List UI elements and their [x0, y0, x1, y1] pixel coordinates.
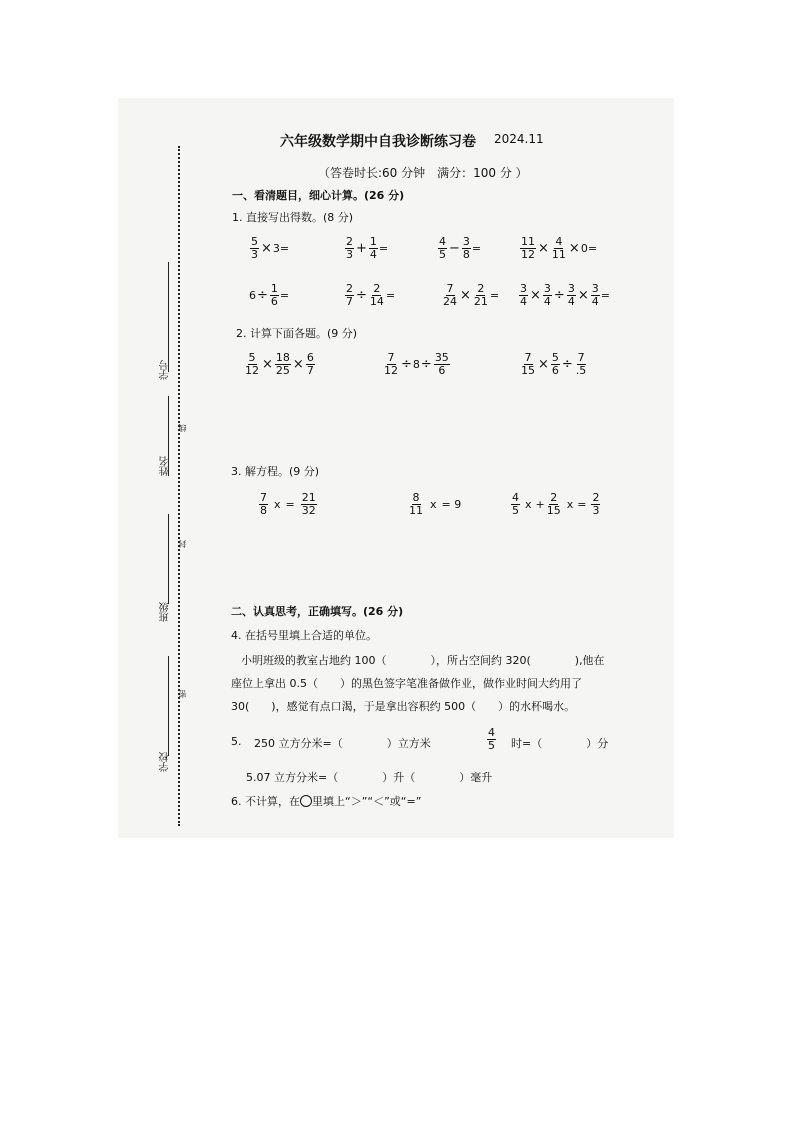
q4-line-1: 小明班级的教室占地约 100（ ），所占空间约 320( ),他在 [241, 654, 605, 667]
fraction: $\frac{7}{15}$ [521, 351, 535, 377]
q6-line: 6. 不计算，在 里填上“＞”“＜”或“=” [231, 795, 422, 808]
q2-expression: $\frac{7}{12}$ ÷ 8 ÷ $\frac{35}{6}$ [384, 351, 449, 377]
class-label: 班级 [160, 602, 171, 622]
q1-expression: $\frac{2}{3}$ + $\frac{1}{4}$ = [346, 235, 389, 261]
q5-fraction [486, 727, 497, 752]
section1-heading: 一、看清题目，细心计算。(26 分) [232, 189, 405, 202]
fraction: $\frac{35}{6}$ [434, 351, 449, 377]
fraction: $\frac{4}{5}$ [488, 726, 495, 752]
student-id-label: 学号 [160, 360, 171, 380]
q5-part-1: 250 立方分米=（ ）立方米 [254, 737, 431, 750]
secret-mark: 密 [178, 690, 187, 698]
q1-expression: $\frac{7}{24}$ × $\frac{2}{21}$ = [443, 282, 500, 308]
fraction: $\frac{5}{3}$ [251, 235, 258, 261]
q1-expression: $\frac{2}{7}$ ÷ $\frac{2}{14}$ = [346, 282, 396, 308]
fraction: $\frac{7}{24}$ [443, 282, 457, 308]
student-id-line [168, 262, 169, 372]
fraction: $\frac{4}{11}$ [551, 235, 566, 261]
fraction: $\frac{2}{3}$ [346, 235, 353, 261]
q3-heading: 3. 解方程。(9 分) [231, 465, 320, 478]
fraction: $\frac{2}{7}$ [346, 282, 353, 308]
q5-part-2: 时=（ ）分 [511, 737, 609, 750]
page-title: 六年级数学期中自我诊断练习卷 [280, 134, 476, 150]
fraction: $\frac{5}{12}$ [245, 351, 259, 377]
fraction: $\frac{4}{5}$ [512, 491, 519, 517]
q4-heading: 4. 在括号里填上合适的单位。 [231, 629, 377, 642]
q2-expression: $\frac{7}{15}$ × $\frac{5}{6}$ ÷ $\frac{7}{.5}$ [521, 351, 587, 377]
fraction: $\frac{1}{6}$ [270, 282, 278, 308]
seal-mark: 封 [178, 540, 187, 548]
q5-number: 5. [231, 735, 242, 748]
fraction: $\frac{7}{.5}$ [575, 351, 587, 377]
q1-expression: $\frac{3}{4}$ × $\frac{3}{4}$ ÷ $\frac{3}{4}$ × $\frac{3}{4}$ = [520, 282, 610, 308]
school-line [168, 656, 169, 756]
fraction: $\frac{2}{14}$ [369, 282, 384, 308]
exam-date: 2024.11 [494, 132, 544, 146]
q1-expression: $\frac{5}{3}$ × 3 = [251, 235, 290, 261]
fraction: $\frac{3}{4}$ [567, 282, 575, 308]
q1-expression: $\frac{4}{5}$ − $\frac{3}{8}$ = [439, 235, 482, 261]
q3-equation: $\frac{8}{11}$ x = 9 [409, 491, 462, 517]
fraction: $\frac{21}{32}$ [301, 491, 316, 517]
binding-dotted-line [178, 146, 180, 826]
q1-heading: 1. 直接写出得数。(8 分) [232, 211, 354, 224]
name-label: 姓名 [160, 456, 171, 476]
fraction: $\frac{8}{11}$ [409, 491, 423, 517]
q1-expression: $\frac{11}{12}$ × $\frac{4}{11}$ × 0 = [521, 235, 598, 261]
scan-background [118, 98, 674, 838]
q3-equation: $\frac{4}{5}$ x + $\frac{2}{15}$ x = $\frac{2}{3}$ [512, 491, 600, 517]
fraction: $\frac{11}{12}$ [521, 235, 535, 261]
fraction: $\frac{7}{8}$ [260, 491, 267, 517]
fraction: $\frac{4}{5}$ [439, 235, 446, 261]
q2-expression: $\frac{5}{12}$ × $\frac{18}{25}$ × $\frac{6}{7}$ [245, 351, 314, 377]
fraction: $\frac{7}{12}$ [384, 351, 398, 377]
fraction: $\frac{6}{7}$ [306, 351, 314, 377]
q1-expression: 6 ÷ $\frac{1}{6}$ = [249, 282, 290, 308]
q2-heading: 2. 计算下面各题。(9 分) [236, 327, 358, 340]
q3-equation: $\frac{7}{8}$ x = $\frac{21}{32}$ [260, 491, 316, 517]
comparison-circle-icon [300, 795, 312, 807]
fraction: $\frac{1}{4}$ [369, 235, 377, 261]
exam-subtitle: （答卷时长:60 分钟 满分：100 分 ） [318, 166, 528, 180]
fraction: $\frac{2}{15}$ [546, 491, 561, 517]
q4-line-3: 30( )，感觉有点口渴，于是拿出容积约 500（ ）的水杯喝水。 [231, 700, 576, 713]
fraction: $\frac{3}{4}$ [591, 282, 599, 308]
line-mark: 线 [178, 424, 187, 432]
fraction: $\frac{2}{21}$ [473, 282, 488, 308]
fraction: $\frac{3}{4}$ [520, 282, 527, 308]
fraction: $\frac{5}{6}$ [551, 351, 559, 377]
fraction: $\frac{2}{3}$ [592, 491, 600, 517]
fraction: $\frac{18}{25}$ [275, 351, 290, 377]
class-line [168, 514, 169, 604]
q5-line-2: 5.07 立方分米=（ ）升（ ）毫升 [246, 771, 493, 784]
fraction: $\frac{3}{4}$ [543, 282, 551, 308]
section2-heading: 二、认真思考，正确填写。(26 分) [231, 605, 404, 618]
school-label: 学校 [160, 752, 171, 772]
fraction: $\frac{3}{8}$ [462, 235, 470, 261]
q4-line-2: 座位上拿出 0.5（ ）的黑色签字笔准备做作业，做作业时间大约用了 [231, 677, 582, 690]
